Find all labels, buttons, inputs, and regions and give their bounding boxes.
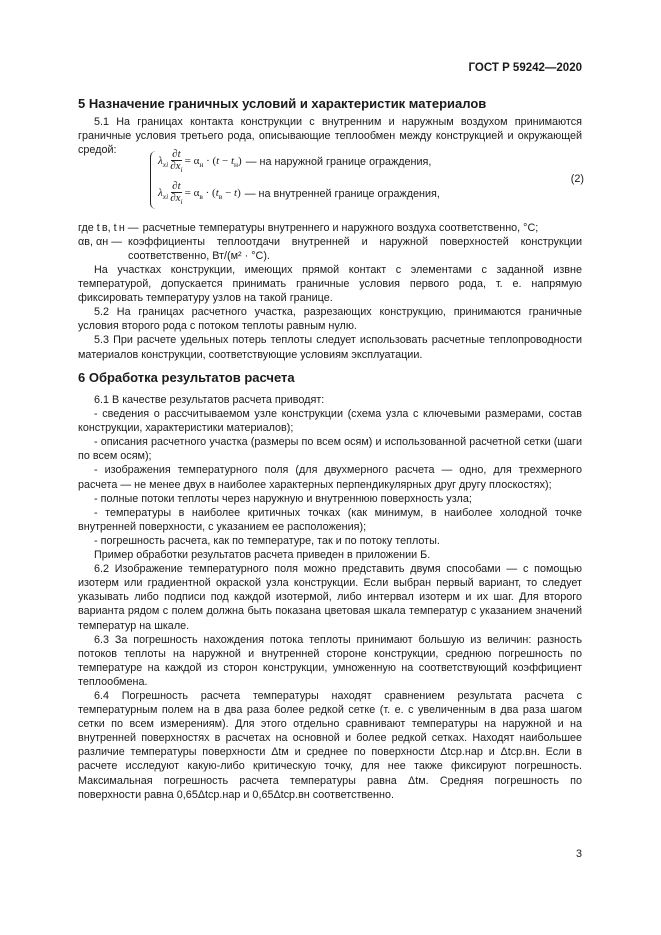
equation-2	[150, 147, 584, 213]
equation-number: (2)	[570, 173, 584, 185]
list-item: - сведения о рассчитываемом узле конструкции (схема узла с ключевыми размерами, состав конструкции, характеристики материалов);	[78, 408, 582, 435]
section-5-title: 5 Назначение граничных условий и характеристик материалов	[78, 96, 487, 111]
where-row-coefficients	[78, 235, 582, 263]
paragraph: 5.1 На границах контакта конструкции с внутренним и наружным воздухом принимаются граничные условия третьего рода, описывающие теплообмен между конструкцией и окружающей средой:	[78, 116, 582, 157]
paragraph: На участках конструкции, имеющих прямой контакт с элементами с заданной извне температурой, допускается принимать граничные условия первого рода, т. е. напрямую фиксировать температуру узлов на такой границе.	[78, 264, 582, 305]
section-5-rest	[78, 263, 582, 362]
where-text: коэффициенты теплоотдачи внутренней и наружной поверхностей конструкции соответственно, Вт/(м² · °С).	[128, 236, 582, 263]
paragraph: 6.3 За погрешность нахождения потока теплоты принимают большую из величин: разность потоков теплоты на наружной и внутренней стороне конструкции, среднюю погрешность по температуре на каждой из сторон конструкции, умноженную на соответствующий коэффициент теплообмена.	[78, 633, 582, 688]
paragraph: 6.1 В качестве результатов расчета приводят:	[94, 394, 325, 406]
equation-text-outer: — на наружной границе ограждения,	[245, 156, 432, 169]
equation-text-inner: — на внутренней границе ограждения,	[244, 188, 440, 201]
equation-line-outer: $\lambda_{xi}$ $\frac{\partial t}{\partial x_i}$ = $\alpha_н \cdot (t - t_н)$ — на наружной границе ограждения,	[158, 148, 432, 175]
page-number: 3	[575, 848, 582, 860]
where-text: расчетные температуры внутреннего и наружного воздуха соответственно, °С;	[142, 222, 539, 234]
standard-code: ГОСТ Р 59242—2020	[468, 62, 582, 74]
paragraph: Пример обработки результатов расчета приведен в приложении Б.	[94, 549, 431, 562]
equation-line-inner: $\lambda_{xi}$ $\frac{\partial t}{\partial x_i}$ = $\alpha_в \cdot (t_в - t)$ — на внутренней границе ограждения,	[158, 180, 440, 207]
list-item: - изображения температурного поля (для двухмерного расчета — одно, для трехмерного расчета — не менее двух в наиболее характерных перпендикулярных друг другу плоскостях);	[78, 464, 582, 491]
paragraph: 5.3 При расчете удельных потерь теплоты следует использовать расчетные теплопроводности материалов конструкции, соответствующие условиям эксплуатации.	[78, 334, 582, 361]
paragraph: 6.4 Погрешность расчета температуры находят сравнением результата расчета с температурным полем на в два раза более редкой сетке (т. е. с увеличенным в два раза шагом сетки по всем измерениям). Для этого отдельно сравнивают температуры на наружной и на внутренней поверхностях в расчетах на основной и более редкой сетках. Находят наибольшее различие температуры поверхности Δtм и среднее по поверхности Δtср.нар и Δtср.вн. Если в расчете исследуют какую-либо критическую точку, для нее также фиксируют погрешность. Максимальная погрешность расчета температуры равна Δtм. Средняя погрешность по поверхности равна 0,65Δtср.нар и 0,65Δtср.вн соответственно.	[78, 689, 582, 801]
where-block	[78, 221, 582, 263]
list-item: - полные потоки теплоты через наружную и внутреннюю поверхность узла;	[94, 492, 472, 505]
list-item: - температуры в наиболее критичных точках (как минимум, в наиболее холодной точке внутренней поверхности, с указанием ее расположения);	[78, 506, 582, 533]
where-row-temperatures	[78, 221, 582, 235]
section-6-body	[78, 393, 582, 802]
where-label: где t в, t н —	[78, 222, 139, 234]
list-item: - погрешность расчета, как по температуре, так и по потоку теплоты.	[94, 534, 440, 547]
where-label: αв, αн —	[78, 236, 122, 249]
paragraph: 5.2 На границах расчетного участка, разрезающих конструкцию, принимаются граничные условия второго рода с потоком теплоты равным нулю.	[78, 306, 582, 333]
list-item: - описания расчетного участка (размеры по всем осям) и использованной расчетной сетки (шаги по всем осям);	[78, 436, 582, 463]
paragraph: 6.2 Изображение температурного поля можно представить двумя способами — с помощью изотерм или градиентной окраской узла конструкции. Если выбран первый вариант, то следует указывать либо подписи под каждой изотермой, либо интервал изотерм и их шаг. Для второго варианта рядом с полем должна быть показана цветовая шкала температур с указанием значений температур на шкале.	[78, 563, 582, 632]
section-6-title: 6 Обработка результатов расчета	[78, 370, 295, 385]
